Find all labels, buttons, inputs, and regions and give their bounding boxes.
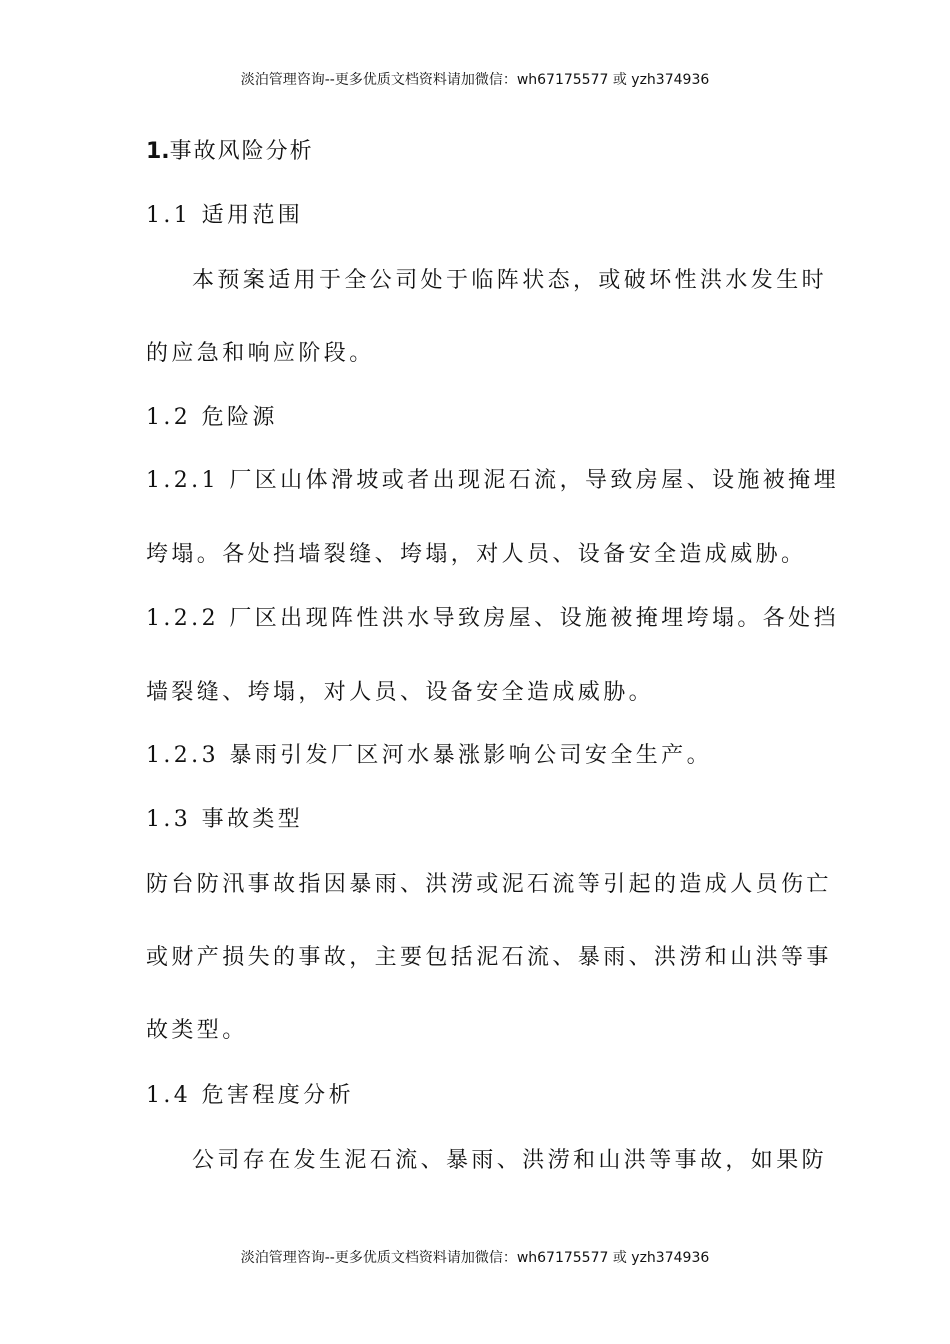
section-1-2-2-line-1: 1.2.2 厂区出现阵性洪水导致房屋、设施被掩埋垮塌。各处挡 — [146, 606, 839, 631]
section-1-1-paragraph-line-2: 的应急和响应阶段。 — [146, 341, 375, 366]
section-1-3-paragraph-line-1: 防台防汛事故指因暴雨、洪涝或泥石流等引起的造成人员伤亡 — [146, 872, 832, 897]
section-1-3-heading: 1.3 事故类型 — [146, 807, 304, 832]
section-1-2-1-line-2: 垮塌。各处挡墙裂缝、垮塌，对人员、设备安全造成威胁。 — [146, 542, 807, 567]
section-1-3-paragraph-line-2: 或财产损失的事故，主要包括泥石流、暴雨、洪涝和山洪等事 — [146, 945, 832, 970]
section-1-2-2-line-2: 墙裂缝、垮塌，对人员、设备安全造成威胁。 — [146, 680, 655, 705]
section-1-heading — [146, 138, 806, 166]
section-1-2-3-line-1: 1.2.3 暴雨引发厂区河水暴涨影响公司安全生产。 — [146, 743, 712, 768]
section-1-4-paragraph-line-1: 公司存在发生泥石流、暴雨、洪涝和山洪等事故，如果防 — [192, 1148, 828, 1173]
page-header: 淡泊管理咨询--更多优质文档资料请加微信：wh67175577 或 yzh374936 — [240, 72, 710, 88]
section-1-2-heading: 1.2 危险源 — [146, 405, 278, 430]
section-1-2-1-line-1: 1.2.1 厂区山体滑坡或者出现泥石流，导致房屋、设施被掩埋 — [146, 468, 839, 493]
section-1-1-heading: 1.1 适用范围 — [146, 203, 304, 228]
page-footer: 淡泊管理咨询--更多优质文档资料请加微信：wh67175577 或 yzh374936 — [240, 1250, 710, 1266]
section-1-4-heading: 1.4 危害程度分析 — [146, 1083, 354, 1108]
section-1-title: 事故风险分析 — [169, 139, 314, 164]
section-1-1-paragraph-line-1: 本预案适用于全公司处于临阵状态，或破坏性洪水发生时 — [192, 268, 828, 293]
section-1-number: 1. — [146, 139, 170, 164]
section-1-3-paragraph-line-3: 故类型。 — [146, 1018, 248, 1043]
